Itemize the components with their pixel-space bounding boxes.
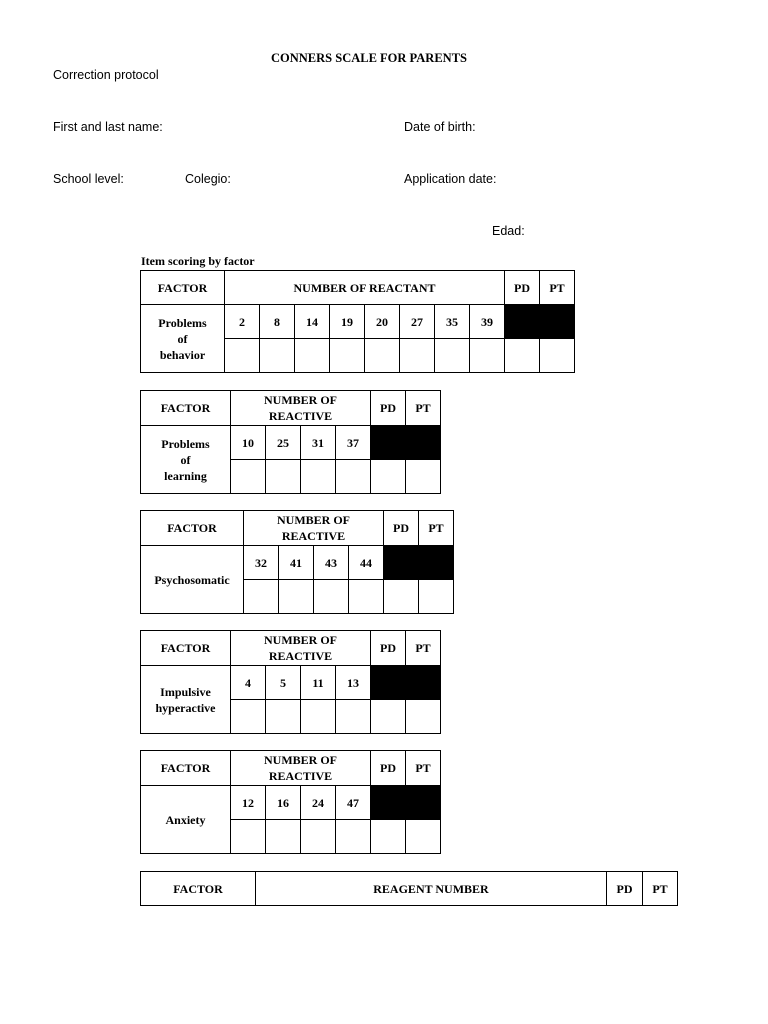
colegio-field-label: Colegio: — [185, 172, 231, 186]
factor-table-psychosomatic — [140, 510, 454, 614]
shaded-cell — [384, 546, 419, 580]
score-cell[interactable] — [314, 580, 349, 614]
score-cell[interactable] — [301, 460, 336, 494]
shaded-cell — [505, 305, 540, 339]
item-number: 39 — [470, 305, 505, 339]
item-number: 10 — [231, 426, 266, 460]
pt-header: PT — [419, 511, 454, 546]
item-number: 32 — [244, 546, 279, 580]
factor-header: FACTOR — [141, 391, 231, 426]
shaded-cell — [406, 426, 441, 460]
edad-field-label: Edad: — [492, 224, 525, 238]
factor-table-reagent — [140, 871, 678, 906]
pt-header: PT — [406, 391, 441, 426]
pd-cell[interactable] — [371, 460, 406, 494]
score-cell[interactable] — [231, 700, 266, 734]
score-cell[interactable] — [266, 700, 301, 734]
school-level-field-label: School level: — [53, 172, 124, 186]
item-number: 13 — [336, 666, 371, 700]
factor-header: FACTOR — [141, 751, 231, 786]
pd-header: PD — [505, 271, 540, 305]
factor-label: Psychosomatic — [141, 546, 244, 614]
page-subtitle: Correction protocol — [53, 68, 159, 82]
pd-cell[interactable] — [384, 580, 419, 614]
item-number: 12 — [231, 786, 266, 820]
pd-cell[interactable] — [371, 820, 406, 854]
item-number: 27 — [400, 305, 435, 339]
item-number: 11 — [301, 666, 336, 700]
score-cell[interactable] — [244, 580, 279, 614]
shaded-cell — [406, 786, 441, 820]
reactive-header: NUMBER OF REACTIVE — [231, 631, 371, 666]
page-title: CONNERS SCALE FOR PARENTS — [271, 51, 467, 65]
score-cell[interactable] — [231, 820, 266, 854]
item-number: 16 — [266, 786, 301, 820]
pt-header: PT — [643, 872, 678, 906]
pt-header: PT — [406, 631, 441, 666]
reactive-header: NUMBER OF REACTIVE — [244, 511, 384, 546]
score-cell[interactable] — [301, 700, 336, 734]
pd-cell[interactable] — [371, 700, 406, 734]
reactant-header: NUMBER OF REACTANT — [225, 271, 505, 305]
pt-cell[interactable] — [406, 820, 441, 854]
name-field-label: First and last name: — [53, 120, 163, 134]
pd-header: PD — [384, 511, 419, 546]
score-cell[interactable] — [260, 339, 295, 373]
factor-header: FACTOR — [141, 511, 244, 546]
score-cell[interactable] — [435, 339, 470, 373]
pd-header: PD — [371, 631, 406, 666]
pt-header: PT — [406, 751, 441, 786]
score-cell[interactable] — [266, 820, 301, 854]
score-cell[interactable] — [336, 460, 371, 494]
factor-header: FACTOR — [141, 872, 256, 906]
reactive-header: NUMBER OF REACTIVE — [231, 751, 371, 786]
pd-header: PD — [371, 751, 406, 786]
score-cell[interactable] — [330, 339, 365, 373]
score-cell[interactable] — [470, 339, 505, 373]
factor-table-behavior — [140, 270, 575, 373]
score-cell[interactable] — [301, 820, 336, 854]
factor-label: Anxiety — [141, 786, 231, 854]
score-cell[interactable] — [295, 339, 330, 373]
pd-cell[interactable] — [505, 339, 540, 373]
item-number: 2 — [225, 305, 260, 339]
score-cell[interactable] — [266, 460, 301, 494]
item-number: 31 — [301, 426, 336, 460]
factor-table-anxiety — [140, 750, 441, 854]
factor-label: Problems of learning — [141, 426, 231, 494]
factor-header: FACTOR — [141, 271, 225, 305]
reactive-header: NUMBER OF REACTIVE — [231, 391, 371, 426]
factor-label: Problems of behavior — [141, 305, 225, 373]
item-number: 44 — [349, 546, 384, 580]
factor-table-learning — [140, 390, 441, 494]
pd-header: PD — [607, 872, 643, 906]
item-number: 37 — [336, 426, 371, 460]
item-number: 24 — [301, 786, 336, 820]
score-cell[interactable] — [231, 460, 266, 494]
shaded-cell — [371, 786, 406, 820]
score-cell[interactable] — [279, 580, 314, 614]
score-cell[interactable] — [400, 339, 435, 373]
factor-label: Impulsive hyperactive — [141, 666, 231, 734]
score-cell[interactable] — [365, 339, 400, 373]
score-cell[interactable] — [349, 580, 384, 614]
score-cell[interactable] — [336, 700, 371, 734]
reagent-header: REAGENT NUMBER — [256, 872, 607, 906]
score-cell[interactable] — [225, 339, 260, 373]
factor-table-impulsive — [140, 630, 441, 734]
shaded-cell — [406, 666, 441, 700]
application-date-field-label: Application date: — [404, 172, 497, 186]
item-number: 25 — [266, 426, 301, 460]
item-number: 47 — [336, 786, 371, 820]
shaded-cell — [540, 305, 575, 339]
dob-field-label: Date of birth: — [404, 120, 476, 134]
item-number: 8 — [260, 305, 295, 339]
pt-cell[interactable] — [406, 700, 441, 734]
factor-header: FACTOR — [141, 631, 231, 666]
item-number: 5 — [266, 666, 301, 700]
pt-header: PT — [540, 271, 575, 305]
item-number: 41 — [279, 546, 314, 580]
shaded-cell — [371, 426, 406, 460]
item-number: 4 — [231, 666, 266, 700]
score-cell[interactable] — [336, 820, 371, 854]
item-number: 20 — [365, 305, 400, 339]
item-number: 14 — [295, 305, 330, 339]
pd-header: PD — [371, 391, 406, 426]
pt-cell[interactable] — [419, 580, 454, 614]
item-number: 19 — [330, 305, 365, 339]
pt-cell[interactable] — [540, 339, 575, 373]
shaded-cell — [371, 666, 406, 700]
pt-cell[interactable] — [406, 460, 441, 494]
item-number: 35 — [435, 305, 470, 339]
section-title: Item scoring by factor — [141, 254, 255, 268]
shaded-cell — [419, 546, 454, 580]
item-number: 43 — [314, 546, 349, 580]
